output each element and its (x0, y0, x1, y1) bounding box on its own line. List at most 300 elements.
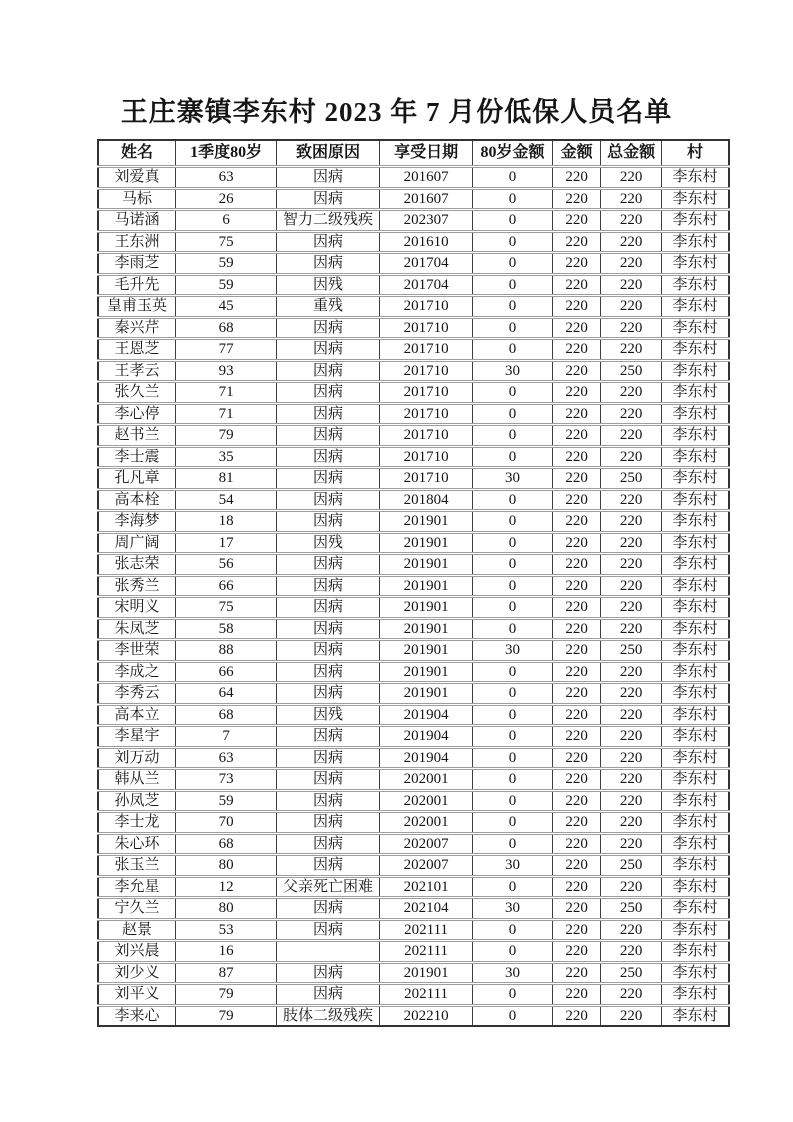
cell-age: 79 (176, 1005, 277, 1026)
cell-village: 李东村 (661, 511, 729, 533)
cell-cause: 因病 (277, 339, 380, 361)
cell-village: 李东村 (661, 403, 729, 425)
cell-village: 李东村 (661, 769, 729, 791)
cell-village: 李东村 (661, 274, 729, 296)
table-row (98, 296, 729, 318)
cell-start-date: 201901 (379, 532, 472, 554)
cell-age80-amount: 0 (473, 747, 553, 769)
cell-start-date: 202111 (379, 919, 472, 941)
cell-start-date: 201901 (379, 683, 472, 705)
cell-start-date: 202104 (379, 898, 472, 920)
cell-age80-amount: 0 (473, 790, 553, 812)
table-row (98, 769, 729, 791)
cell-age: 77 (176, 339, 277, 361)
cell-village: 李东村 (661, 575, 729, 597)
cell-village: 李东村 (661, 231, 729, 253)
cell-age: 68 (176, 833, 277, 855)
cell-amount: 220 (552, 210, 601, 232)
cell-age: 63 (176, 747, 277, 769)
cell-name: 宋明义 (98, 597, 176, 619)
cell-amount: 220 (552, 339, 601, 361)
cell-total-amount: 220 (601, 167, 662, 189)
cell-age80-amount: 0 (473, 382, 553, 404)
cell-start-date: 201704 (379, 253, 472, 275)
cell-amount: 220 (552, 425, 601, 447)
cell-name: 李雨芝 (98, 253, 176, 275)
cell-cause: 因病 (277, 833, 380, 855)
table-row (98, 532, 729, 554)
cell-age80-amount: 30 (473, 468, 553, 490)
cell-name: 刘兴晨 (98, 941, 176, 963)
table-row (98, 231, 729, 253)
cell-age80-amount: 0 (473, 425, 553, 447)
cell-age: 79 (176, 984, 277, 1006)
cell-age80-amount: 0 (473, 489, 553, 511)
cell-name: 李来心 (98, 1005, 176, 1026)
cell-cause: 因病 (277, 984, 380, 1006)
cell-village: 李东村 (661, 941, 729, 963)
cell-age: 45 (176, 296, 277, 318)
cell-total-amount: 220 (601, 231, 662, 253)
cell-cause: 因病 (277, 188, 380, 210)
table-row (98, 274, 729, 296)
cell-village: 李东村 (661, 489, 729, 511)
cell-cause: 因病 (277, 898, 380, 920)
cell-amount: 220 (552, 554, 601, 576)
table-row (98, 726, 729, 748)
cell-amount: 220 (552, 532, 601, 554)
cell-amount: 220 (552, 468, 601, 490)
cell-amount: 220 (552, 919, 601, 941)
table-row (98, 618, 729, 640)
cell-village: 李东村 (661, 726, 729, 748)
cell-name: 李士震 (98, 446, 176, 468)
header-age80-amount: 80岁金额 (473, 140, 553, 167)
table-row (98, 446, 729, 468)
cell-total-amount: 250 (601, 360, 662, 382)
table-row (98, 468, 729, 490)
cell-name: 李世荣 (98, 640, 176, 662)
cell-name: 朱心环 (98, 833, 176, 855)
cell-name: 朱凤芝 (98, 618, 176, 640)
cell-name: 张玉兰 (98, 855, 176, 877)
cell-village: 李东村 (661, 339, 729, 361)
cell-start-date: 201607 (379, 188, 472, 210)
cell-start-date: 201804 (379, 489, 472, 511)
cell-age: 7 (176, 726, 277, 748)
header-age: 1季度80岁 (176, 140, 277, 167)
cell-name: 赵景 (98, 919, 176, 941)
cell-cause: 因病 (277, 382, 380, 404)
cell-age80-amount: 0 (473, 446, 553, 468)
cell-amount: 220 (552, 726, 601, 748)
cell-amount: 220 (552, 984, 601, 1006)
cell-age80-amount: 0 (473, 876, 553, 898)
cell-age: 12 (176, 876, 277, 898)
cell-amount: 220 (552, 812, 601, 834)
cell-age: 68 (176, 317, 277, 339)
cell-total-amount: 220 (601, 188, 662, 210)
cell-cause: 因病 (277, 575, 380, 597)
cell-cause: 因病 (277, 683, 380, 705)
cell-start-date: 202001 (379, 812, 472, 834)
cell-age80-amount: 0 (473, 274, 553, 296)
cell-age: 54 (176, 489, 277, 511)
cell-start-date: 201710 (379, 403, 472, 425)
table-row (98, 167, 729, 189)
table-row (98, 855, 729, 877)
cell-age: 59 (176, 790, 277, 812)
cell-total-amount: 250 (601, 640, 662, 662)
cell-name: 刘爱真 (98, 167, 176, 189)
cell-age: 53 (176, 919, 277, 941)
cell-age80-amount: 30 (473, 640, 553, 662)
cell-start-date: 201710 (379, 382, 472, 404)
cell-total-amount: 220 (601, 683, 662, 705)
cell-age80-amount: 0 (473, 984, 553, 1006)
cell-age80-amount: 0 (473, 812, 553, 834)
cell-age: 80 (176, 898, 277, 920)
cell-village: 李东村 (661, 597, 729, 619)
cell-name: 赵书兰 (98, 425, 176, 447)
cell-total-amount: 220 (601, 425, 662, 447)
cell-amount: 220 (552, 253, 601, 275)
cell-cause: 因病 (277, 597, 380, 619)
cell-amount: 220 (552, 704, 601, 726)
cell-village: 李东村 (661, 919, 729, 941)
cell-name: 张志荣 (98, 554, 176, 576)
header-start-date: 享受日期 (379, 140, 472, 167)
cell-start-date: 201901 (379, 511, 472, 533)
cell-village: 李东村 (661, 618, 729, 640)
cell-amount: 220 (552, 1005, 601, 1026)
header-row (98, 140, 729, 167)
cell-total-amount: 220 (601, 253, 662, 275)
cell-start-date: 201607 (379, 167, 472, 189)
table-row (98, 661, 729, 683)
cell-start-date: 201710 (379, 317, 472, 339)
cell-name: 刘少义 (98, 962, 176, 984)
cell-cause: 肢体二级残疾 (277, 1005, 380, 1026)
cell-cause: 因病 (277, 403, 380, 425)
cell-start-date: 202001 (379, 790, 472, 812)
cell-age: 56 (176, 554, 277, 576)
cell-age80-amount: 0 (473, 597, 553, 619)
header-cause: 致困原因 (277, 140, 380, 167)
cell-total-amount: 220 (601, 296, 662, 318)
cell-name: 李海梦 (98, 511, 176, 533)
cell-name: 张久兰 (98, 382, 176, 404)
cell-amount: 220 (552, 833, 601, 855)
cell-village: 李东村 (661, 296, 729, 318)
cell-name: 马标 (98, 188, 176, 210)
cell-village: 李东村 (661, 962, 729, 984)
cell-cause: 因病 (277, 747, 380, 769)
cell-start-date: 201901 (379, 661, 472, 683)
header-village: 村 (661, 140, 729, 167)
cell-amount: 220 (552, 597, 601, 619)
cell-total-amount: 220 (601, 618, 662, 640)
table-row (98, 360, 729, 382)
table-row (98, 876, 729, 898)
cell-start-date: 202111 (379, 941, 472, 963)
cell-age: 16 (176, 941, 277, 963)
cell-amount: 220 (552, 446, 601, 468)
table-row (98, 489, 729, 511)
table-row (98, 812, 729, 834)
cell-cause: 因病 (277, 360, 380, 382)
cell-age80-amount: 0 (473, 919, 553, 941)
cell-age80-amount: 0 (473, 618, 553, 640)
cell-total-amount: 220 (601, 382, 662, 404)
cell-amount: 220 (552, 747, 601, 769)
cell-amount: 220 (552, 360, 601, 382)
cell-age80-amount: 0 (473, 210, 553, 232)
cell-age: 75 (176, 231, 277, 253)
cell-age: 68 (176, 704, 277, 726)
table-row (98, 403, 729, 425)
cell-name: 韩从兰 (98, 769, 176, 791)
cell-age: 75 (176, 597, 277, 619)
cell-village: 李东村 (661, 661, 729, 683)
cell-amount: 220 (552, 640, 601, 662)
table-row (98, 597, 729, 619)
cell-age80-amount: 0 (473, 704, 553, 726)
cell-total-amount: 220 (601, 812, 662, 834)
cell-name: 王东洲 (98, 231, 176, 253)
cell-name: 李星宇 (98, 726, 176, 748)
cell-age: 87 (176, 962, 277, 984)
cell-start-date: 201901 (379, 618, 472, 640)
cell-cause: 父亲死亡困难 (277, 876, 380, 898)
cell-cause: 因病 (277, 317, 380, 339)
cell-age80-amount: 0 (473, 511, 553, 533)
cell-cause: 因病 (277, 167, 380, 189)
table-row (98, 790, 729, 812)
table-row (98, 575, 729, 597)
cell-total-amount: 220 (601, 876, 662, 898)
cell-cause: 因病 (277, 446, 380, 468)
cell-amount: 220 (552, 382, 601, 404)
cell-village: 李东村 (661, 1005, 729, 1026)
cell-village: 李东村 (661, 210, 729, 232)
cell-village: 李东村 (661, 833, 729, 855)
cell-village: 李东村 (661, 876, 729, 898)
cell-start-date: 202007 (379, 855, 472, 877)
cell-village: 李东村 (661, 855, 729, 877)
cell-total-amount: 250 (601, 468, 662, 490)
cell-age: 64 (176, 683, 277, 705)
cell-age80-amount: 30 (473, 898, 553, 920)
cell-age80-amount: 0 (473, 554, 553, 576)
cell-start-date: 202307 (379, 210, 472, 232)
cell-village: 李东村 (661, 898, 729, 920)
cell-age: 58 (176, 618, 277, 640)
cell-age: 79 (176, 425, 277, 447)
cell-amount: 220 (552, 855, 601, 877)
cell-name: 周广阔 (98, 532, 176, 554)
cell-age: 63 (176, 167, 277, 189)
cell-start-date: 201710 (379, 425, 472, 447)
cell-name: 张秀兰 (98, 575, 176, 597)
table-row (98, 382, 729, 404)
cell-age: 71 (176, 382, 277, 404)
cell-name: 马诺涵 (98, 210, 176, 232)
cell-age80-amount: 0 (473, 339, 553, 361)
cell-start-date: 201610 (379, 231, 472, 253)
cell-cause: 因残 (277, 532, 380, 554)
cell-village: 李东村 (661, 382, 729, 404)
table-row (98, 683, 729, 705)
cell-cause: 因病 (277, 511, 380, 533)
header-amount: 金额 (552, 140, 601, 167)
cell-cause: 因病 (277, 468, 380, 490)
cell-name: 李成之 (98, 661, 176, 683)
table-row (98, 747, 729, 769)
cell-amount: 220 (552, 511, 601, 533)
cell-total-amount: 250 (601, 962, 662, 984)
cell-name: 李士龙 (98, 812, 176, 834)
cell-cause: 因病 (277, 618, 380, 640)
header-total-amount: 总金额 (601, 140, 662, 167)
cell-name: 高本栓 (98, 489, 176, 511)
cell-amount: 220 (552, 317, 601, 339)
table-body (98, 167, 729, 1027)
cell-start-date: 201710 (379, 468, 472, 490)
cell-amount: 220 (552, 618, 601, 640)
cell-name: 毛升先 (98, 274, 176, 296)
table-row (98, 919, 729, 941)
cell-total-amount: 220 (601, 446, 662, 468)
cell-name: 秦兴芹 (98, 317, 176, 339)
table-row (98, 898, 729, 920)
cell-cause: 因病 (277, 253, 380, 275)
cell-age: 88 (176, 640, 277, 662)
cell-village: 李东村 (661, 704, 729, 726)
cell-cause: 智力二级残疾 (277, 210, 380, 232)
cell-age80-amount: 0 (473, 231, 553, 253)
cell-cause: 重残 (277, 296, 380, 318)
cell-village: 李东村 (661, 683, 729, 705)
cell-total-amount: 220 (601, 339, 662, 361)
cell-age: 80 (176, 855, 277, 877)
table-row (98, 317, 729, 339)
cell-village: 李东村 (661, 747, 729, 769)
table-row (98, 1005, 729, 1026)
cell-age80-amount: 0 (473, 661, 553, 683)
cell-cause (277, 941, 380, 963)
cell-age80-amount: 30 (473, 855, 553, 877)
cell-amount: 220 (552, 769, 601, 791)
cell-village: 李东村 (661, 167, 729, 189)
cell-amount: 220 (552, 575, 601, 597)
cell-age80-amount: 0 (473, 167, 553, 189)
table-row (98, 425, 729, 447)
cell-total-amount: 220 (601, 403, 662, 425)
cell-start-date: 202001 (379, 769, 472, 791)
cell-start-date: 201710 (379, 296, 472, 318)
cell-cause: 因病 (277, 231, 380, 253)
cell-cause: 因病 (277, 855, 380, 877)
cell-age: 66 (176, 575, 277, 597)
cell-total-amount: 220 (601, 941, 662, 963)
cell-amount: 220 (552, 941, 601, 963)
cell-age80-amount: 0 (473, 833, 553, 855)
cell-age80-amount: 0 (473, 769, 553, 791)
cell-village: 李东村 (661, 532, 729, 554)
cell-cause: 因病 (277, 962, 380, 984)
cell-age80-amount: 0 (473, 683, 553, 705)
cell-total-amount: 220 (601, 317, 662, 339)
cell-start-date: 202210 (379, 1005, 472, 1026)
cell-village: 李东村 (661, 446, 729, 468)
cell-name: 李允星 (98, 876, 176, 898)
cell-amount: 220 (552, 167, 601, 189)
page-title: 王庄寨镇李东村 2023 年 7 月份低保人员名单 (120, 97, 673, 127)
cell-age80-amount: 30 (473, 360, 553, 382)
cell-amount: 220 (552, 898, 601, 920)
cell-total-amount: 220 (601, 747, 662, 769)
table-row (98, 640, 729, 662)
cell-name: 王孝云 (98, 360, 176, 382)
cell-total-amount: 220 (601, 1005, 662, 1026)
cell-start-date: 201901 (379, 597, 472, 619)
cell-total-amount: 220 (601, 489, 662, 511)
cell-age: 93 (176, 360, 277, 382)
cell-cause: 因病 (277, 661, 380, 683)
table-row (98, 253, 729, 275)
cell-cause: 因残 (277, 704, 380, 726)
cell-amount: 220 (552, 274, 601, 296)
cell-cause: 因病 (277, 425, 380, 447)
cell-age: 35 (176, 446, 277, 468)
table-row (98, 704, 729, 726)
table-row (98, 984, 729, 1006)
cell-amount: 220 (552, 403, 601, 425)
cell-cause: 因残 (277, 274, 380, 296)
cell-name: 宁久兰 (98, 898, 176, 920)
cell-village: 李东村 (661, 253, 729, 275)
cell-total-amount: 220 (601, 554, 662, 576)
cell-age80-amount: 0 (473, 296, 553, 318)
cell-amount: 220 (552, 790, 601, 812)
cell-amount: 220 (552, 962, 601, 984)
cell-village: 李东村 (661, 984, 729, 1006)
cell-age: 71 (176, 403, 277, 425)
cell-start-date: 201901 (379, 640, 472, 662)
cell-total-amount: 250 (601, 855, 662, 877)
cell-start-date: 201904 (379, 747, 472, 769)
cell-start-date: 201901 (379, 554, 472, 576)
cell-start-date: 201904 (379, 704, 472, 726)
cell-cause: 因病 (277, 554, 380, 576)
cell-age80-amount: 0 (473, 726, 553, 748)
cell-start-date: 201710 (379, 339, 472, 361)
cell-age: 59 (176, 274, 277, 296)
cell-total-amount: 220 (601, 597, 662, 619)
cell-age: 17 (176, 532, 277, 554)
cell-age: 18 (176, 511, 277, 533)
cell-total-amount: 220 (601, 210, 662, 232)
cell-total-amount: 220 (601, 769, 662, 791)
cell-total-amount: 220 (601, 984, 662, 1006)
cell-age: 26 (176, 188, 277, 210)
cell-start-date: 201901 (379, 575, 472, 597)
cell-total-amount: 220 (601, 704, 662, 726)
cell-village: 李东村 (661, 790, 729, 812)
table-row (98, 210, 729, 232)
cell-name: 李秀云 (98, 683, 176, 705)
